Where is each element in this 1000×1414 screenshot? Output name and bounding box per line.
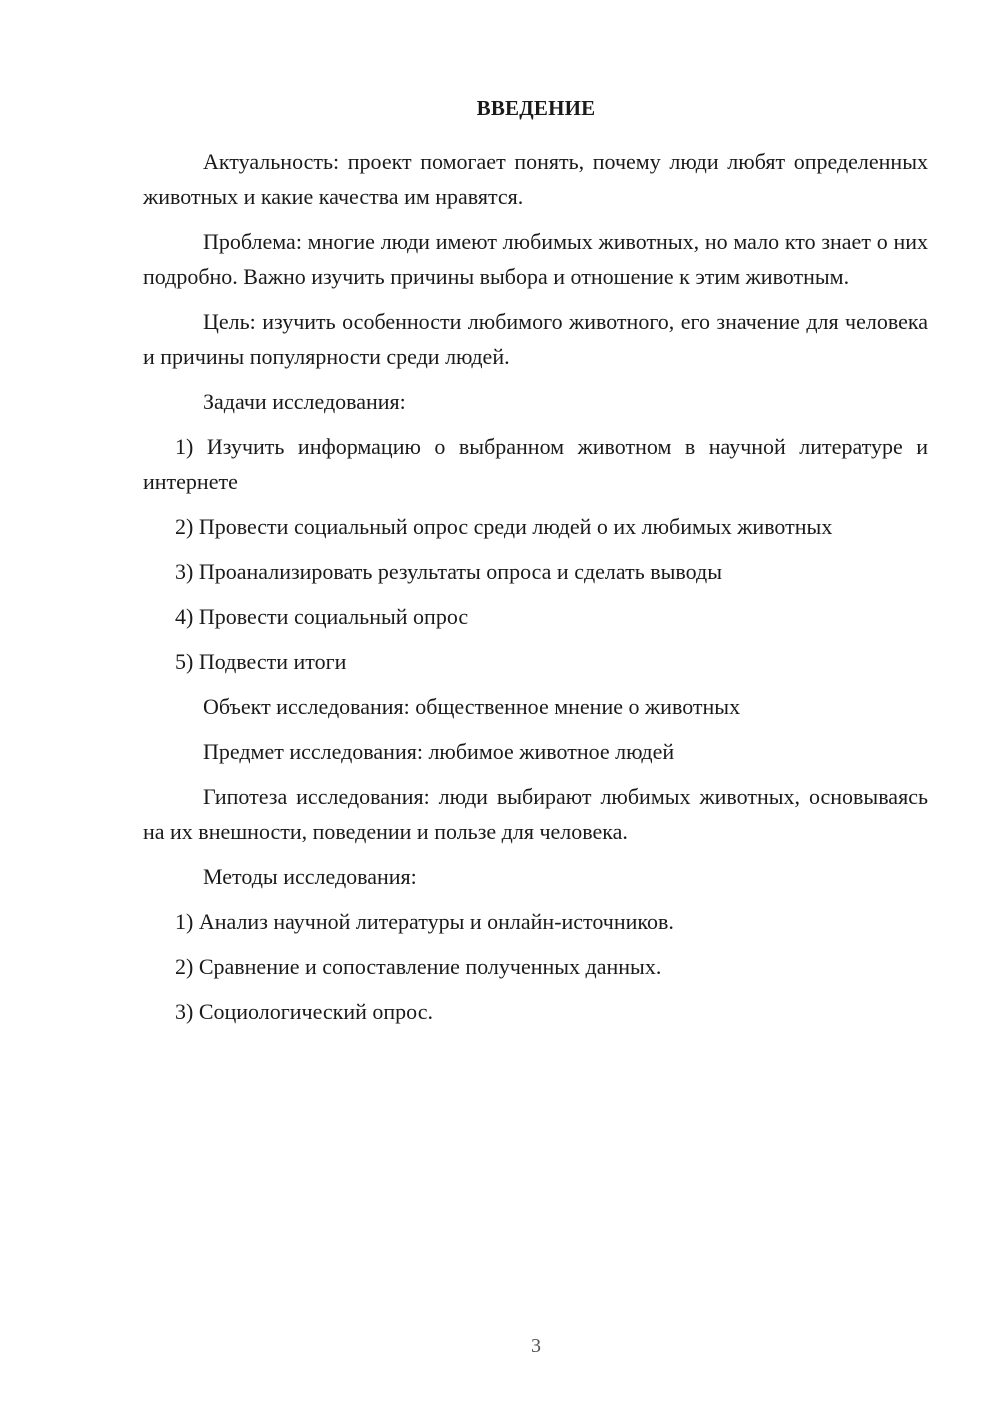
paragraph-problem: Проблема: многие люди имеют любимых животных, но мало кто знает о них подробно. Важно изучить причины выбора и отношение к этим животным. [143, 229, 928, 289]
paragraph-subject: Предмет исследования: любимое животное людей [203, 739, 675, 764]
method-item: 2) Сравнение и сопоставление полученных данных. [175, 954, 662, 979]
paragraph-goal: Цель: изучить особенности любимого животного, его значение для человека и причины популярности среди людей. [143, 309, 928, 369]
tasks-heading: Задачи исследования: [203, 389, 406, 414]
methods-heading: Методы исследования: [203, 864, 417, 889]
task-item: 2) Провести социальный опрос среди людей о их любимых животных [175, 514, 833, 539]
task-item: 3) Проанализировать результаты опроса и сделать выводы [175, 559, 722, 584]
paragraph-object: Объект исследования: общественное мнение о животных [203, 694, 741, 719]
page-title: ВВЕДЕНИЕ [476, 96, 596, 120]
task-item: 1) Изучить информацию о выбранном животном в научной литературе и интернете [143, 434, 928, 494]
method-item: 1) Анализ научной литературы и онлайн-источников. [175, 909, 674, 934]
task-item: 5) Подвести итоги [175, 649, 347, 674]
paragraph-relevance: Актуальность: проект помогает понять, почему люди любят определенных животных и какие качества им нравятся. [143, 149, 928, 209]
task-item: 4) Провести социальный опрос [175, 604, 469, 629]
paragraph-hypothesis: Гипотеза исследования: люди выбирают любимых животных, основываясь на их внешности, поведении и пользе для человека. [143, 784, 928, 844]
page-number: 3 [531, 1335, 541, 1357]
method-item: 3) Социологический опрос. [175, 999, 433, 1024]
document-body [143, 144, 928, 1039]
